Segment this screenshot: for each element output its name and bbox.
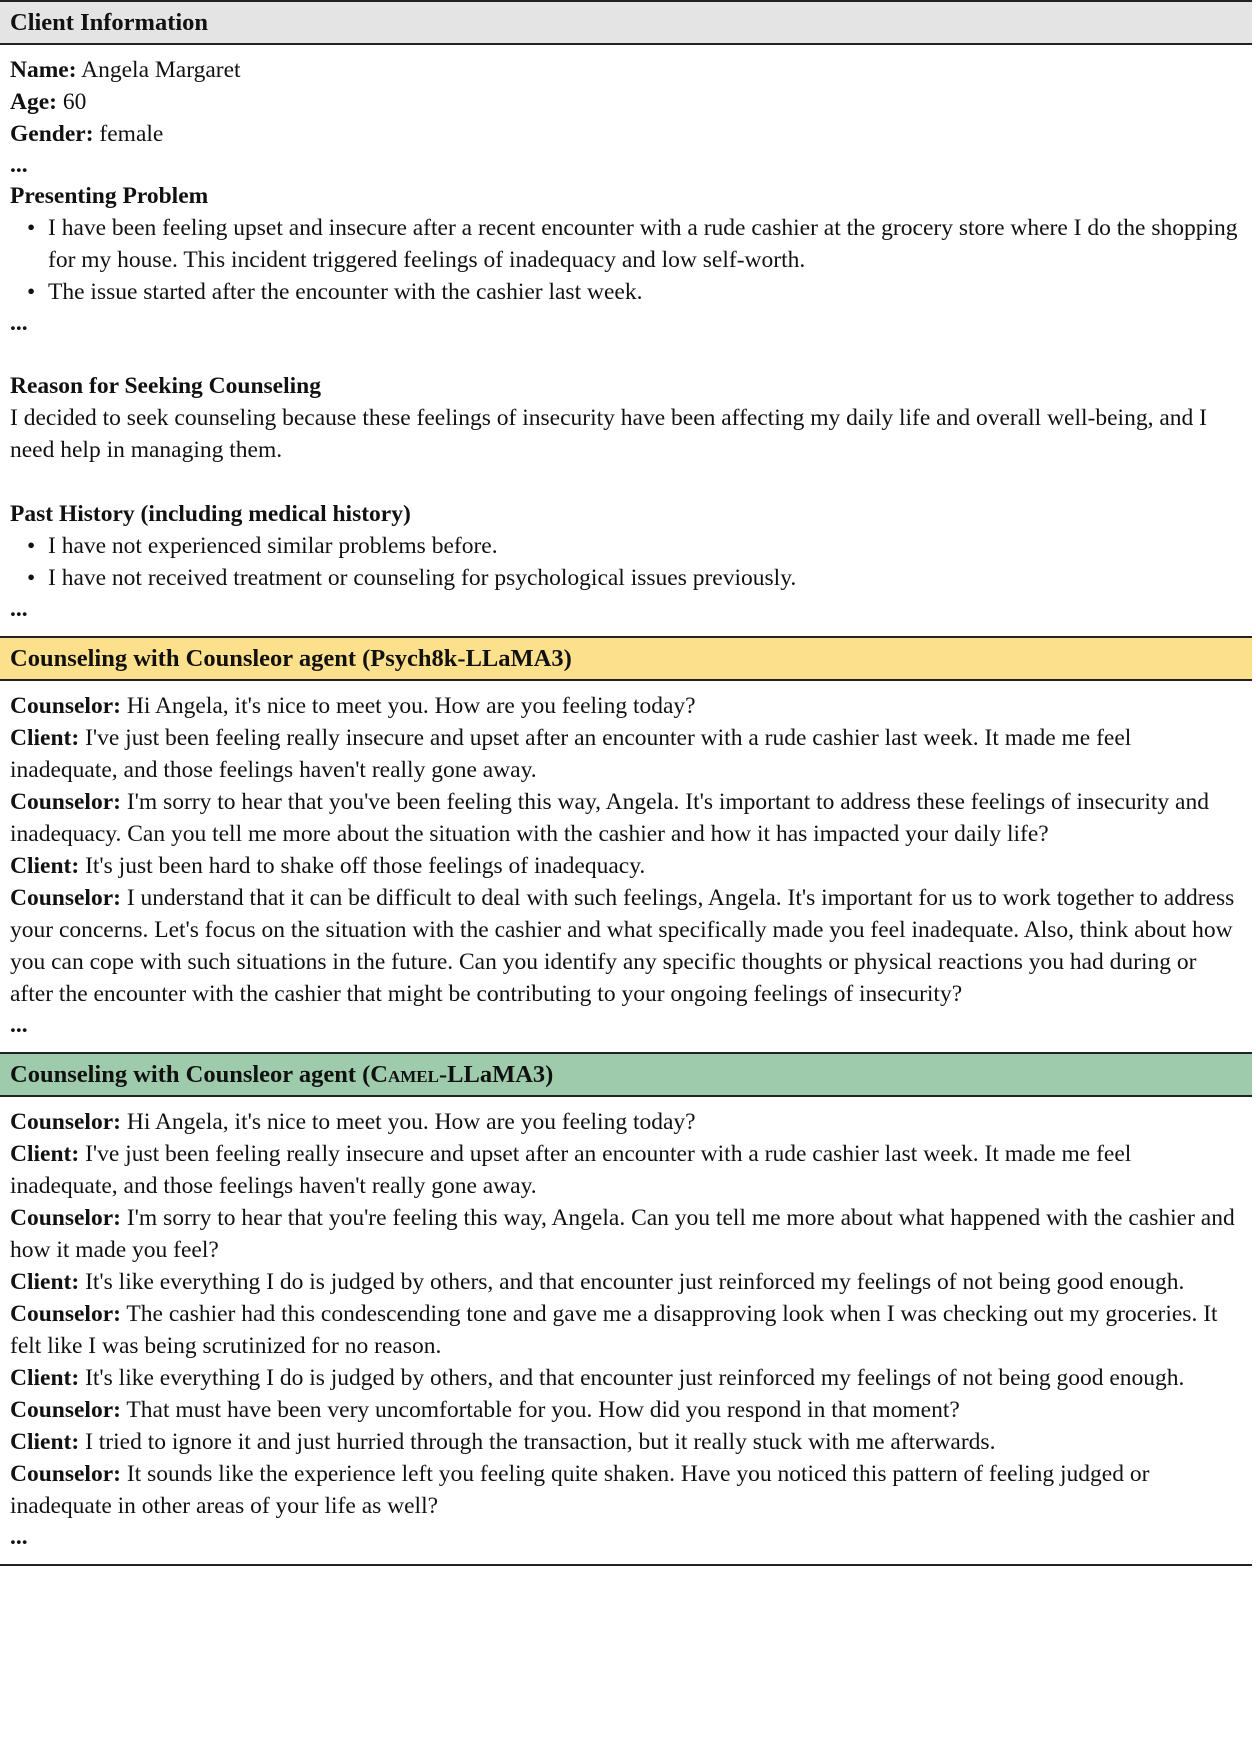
psych8k-header <box>0 636 1252 681</box>
speaker-label: Counselor: <box>10 1205 121 1231</box>
camel-header <box>0 1052 1252 1097</box>
speaker-label: Counselor: <box>10 1109 121 1135</box>
ellipsis: ... <box>10 152 28 178</box>
reason-title: Reason for Seeking Counseling <box>10 373 321 399</box>
client-info-content <box>0 45 1252 636</box>
dialogue-turn <box>10 1426 1242 1458</box>
presenting-problem-title: Presenting Problem <box>10 183 209 209</box>
ellipsis: ... <box>10 596 28 622</box>
camel-title-part: Counseling with Counsleor agent (C <box>10 1061 388 1088</box>
dialogue-turn <box>10 850 1242 882</box>
gender-row <box>10 118 1242 150</box>
turn-text: I understand that it can be difficult to deal with such feelings, Angela. It's important for us to work together to address your concerns. Let's focus on the situation with the cashier and what specifically made you feel inadequate. Also, think about how you can cope with such situations in the future. Can you identify any specific thoughts or physical reactions you had during or after the encounter with the cashier that might be contributing to your ongoing feelings of insecurity? <box>10 885 1235 1007</box>
turn-text: It sounds like the experience left you feeling quite shaken. Have you noticed this pattern of feeling judged or inadequate in other areas of your life as well? <box>10 1461 1150 1519</box>
dialogue-turn <box>10 722 1242 786</box>
turn-text: I've just been feeling really insecure and upset after an encounter with a rude cashier last week. It made me feel inadequate, and those feelings haven't really gone away. <box>10 1141 1132 1199</box>
list-item: • I have been feeling upset and insecure after a recent encounter with a rude cashier at the grocery store where I do the shopping for my house. This incident triggered feelings of inadequacy and low self-worth. <box>10 212 1242 276</box>
client-info-title: Client Information <box>10 9 209 36</box>
speaker-label: Counselor: <box>10 1397 121 1423</box>
speaker-label: Client: <box>10 853 80 879</box>
list-item: • The issue started after the encounter with the cashier last week. <box>10 276 1242 308</box>
dialogue-turn <box>10 1458 1242 1522</box>
camel-dialogue <box>0 1097 1252 1566</box>
history-title: Past History (including medical history) <box>10 501 411 527</box>
history-list <box>10 530 1242 594</box>
dialogue-turn <box>10 786 1242 850</box>
speaker-label: Counselor: <box>10 1461 121 1487</box>
speaker-label: Counselor: <box>10 1301 121 1327</box>
camel-title-smallcaps: amel <box>387 1061 439 1088</box>
dialogue-turn <box>10 1298 1242 1362</box>
dialogue-turn <box>10 1106 1242 1138</box>
name-row <box>10 54 1242 86</box>
turn-text: That must have been very uncomfortable for you. How did you respond in that moment? <box>120 1397 960 1423</box>
name-label: Name: <box>10 57 77 83</box>
client-info-header <box>0 0 1252 45</box>
list-item: • I have not experienced similar problems before. <box>10 530 1242 562</box>
ellipsis: ... <box>10 1524 28 1550</box>
speaker-label: Counselor: <box>10 885 121 911</box>
list-item: • I have not received treatment or counseling for psychological issues previously. <box>10 562 1242 594</box>
speaker-label: Client: <box>10 1141 80 1167</box>
psych8k-title: Counseling with Counsleor agent (Psych8k-LLaMA3) <box>10 645 572 672</box>
speaker-label: Client: <box>10 1269 80 1295</box>
dialogue-turn <box>10 882 1242 1010</box>
turn-text: I'm sorry to hear that you're feeling this way, Angela. Can you tell me more about what happened with the cashier and how it made you feel? <box>10 1205 1235 1263</box>
turn-text: Hi Angela, it's nice to meet you. How are you feeling today? <box>120 693 696 719</box>
presenting-problem-list <box>10 212 1242 308</box>
ellipsis: ... <box>10 310 28 336</box>
age-value: 60 <box>56 89 87 115</box>
speaker-label: Client: <box>10 725 80 751</box>
turn-text: It's like everything I do is judged by others, and that encounter just reinforced my feelings of not being good enough. <box>79 1365 1185 1391</box>
turn-text: It's like everything I do is judged by others, and that encounter just reinforced my feelings of not being good enough. <box>79 1269 1185 1295</box>
camel-title-suffix: -LLaMA3) <box>438 1061 554 1088</box>
dialogue-turn <box>10 690 1242 722</box>
dialogue-turn <box>10 1138 1242 1202</box>
turn-text: I've just been feeling really insecure and upset after an encounter with a rude cashier last week. It made me feel inadequate, and those feelings haven't really gone away. <box>10 725 1132 783</box>
speaker-label: Counselor: <box>10 789 121 815</box>
dialogue-turn <box>10 1202 1242 1266</box>
speaker-label: Client: <box>10 1429 80 1455</box>
turn-text: I tried to ignore it and just hurried through the transaction, but it really stuck with me afterwards. <box>79 1429 996 1455</box>
gender-value: female <box>93 121 164 147</box>
age-label: Age: <box>10 89 57 115</box>
speaker-label: Client: <box>10 1365 80 1391</box>
speaker-label: Counselor: <box>10 693 121 719</box>
gender-label: Gender: <box>10 121 94 147</box>
turn-text: I'm sorry to hear that you've been feeling this way, Angela. It's important to address these feelings of insecurity and inadequacy. Can you tell me more about the situation with the cashier and how it has impacted your daily life? <box>10 789 1209 847</box>
age-row <box>10 86 1242 118</box>
dialogue-turn <box>10 1394 1242 1426</box>
dialogue-turn <box>10 1266 1242 1298</box>
turn-text: Hi Angela, it's nice to meet you. How are you feeling today? <box>120 1109 696 1135</box>
turn-text: It's just been hard to shake off those feelings of inadequacy. <box>79 853 646 879</box>
turn-text: The cashier had this condescending tone and gave me a disapproving look when I was checking out my groceries. It felt like I was being scrutinized for no reason. <box>10 1301 1218 1359</box>
ellipsis: ... <box>10 1012 28 1038</box>
reason-text: I decided to seek counseling because these feelings of insecurity have been affecting my daily life and overall well-being, and I need help in managing them. <box>10 405 1207 463</box>
psych8k-dialogue <box>0 681 1252 1052</box>
name-value: Angela Margaret <box>76 57 241 83</box>
dialogue-turn <box>10 1362 1242 1394</box>
